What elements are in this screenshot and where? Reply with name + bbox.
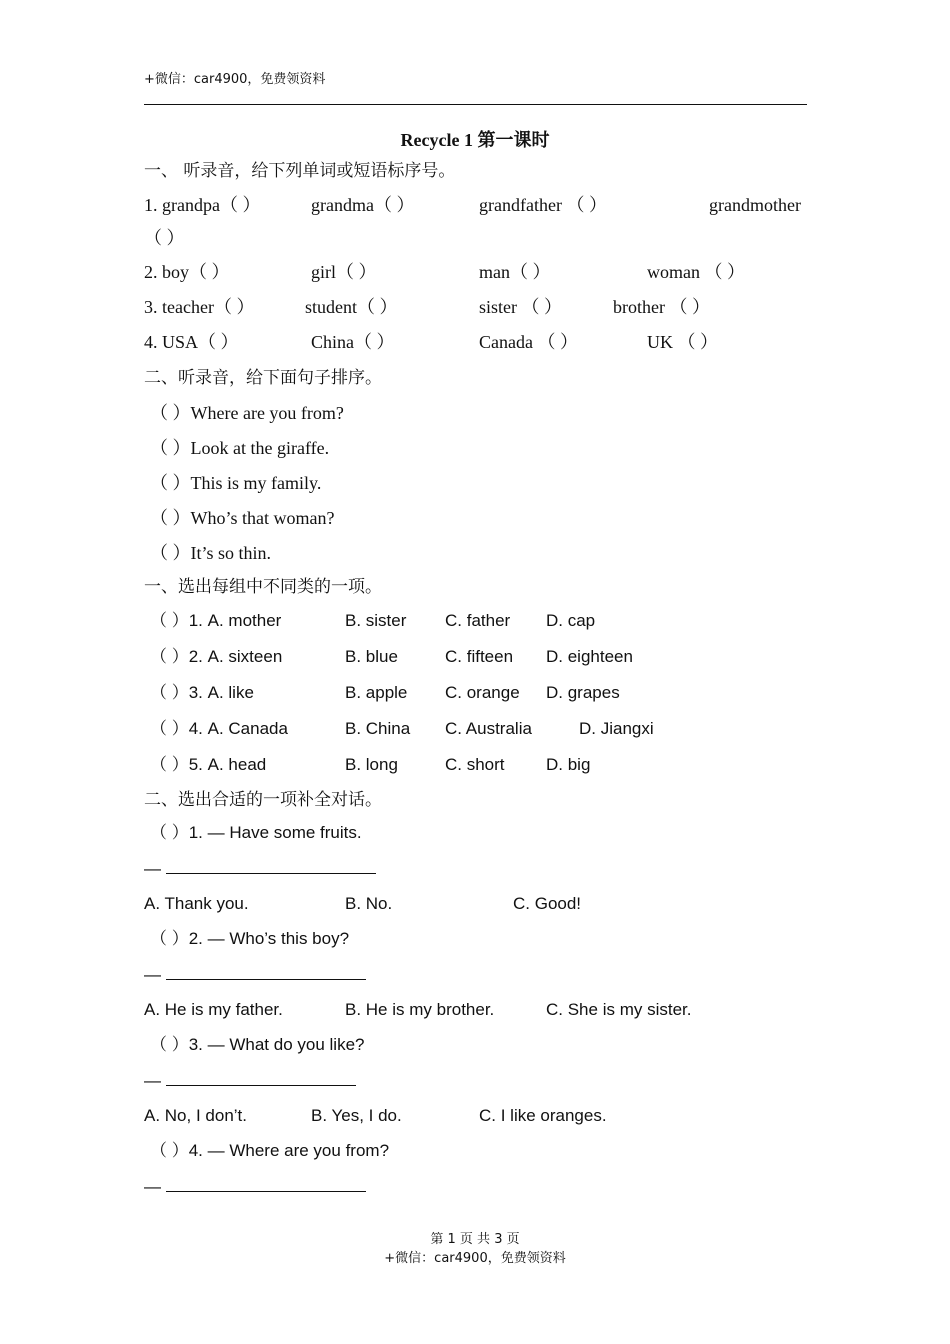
dialog-answer-line (144, 964, 366, 986)
listen2-item: （ ）Who’s that woman? (150, 508, 335, 528)
dialog-answer-line (144, 1176, 366, 1198)
dialog-answer-line (144, 858, 376, 880)
odd-q2: （ ）2. A. sixteen (150, 647, 283, 666)
option-a: A. He is my father. (144, 1000, 283, 1019)
odd-q4-d: D. Jiangxi (579, 719, 654, 738)
option-b: B. Yes, I do. (311, 1106, 402, 1125)
odd-heading: 一、选出每组中不同类的一项。 (144, 577, 382, 597)
word-china: China（ ） (311, 332, 395, 352)
word-brother: brother （ ） (613, 297, 710, 317)
dialog-answer-line (144, 1070, 356, 1092)
listen2-item: （ ）It’s so thin. (150, 543, 272, 563)
odd-q2-d: D. eighteen (546, 647, 633, 666)
word-canada: Canada （ ） (479, 332, 578, 352)
option-b: B. No. (345, 894, 393, 913)
header-rule (144, 104, 807, 105)
odd-q4-c: C. Australia (445, 719, 532, 738)
odd-q3-b: B. apple (345, 683, 408, 702)
option-a: A. Thank you. (144, 894, 249, 913)
option-c: C. Good! (513, 894, 582, 913)
word-woman: woman （ ） (647, 262, 745, 282)
listen2-heading: 二、听录音，给下面句子排序。 (144, 368, 382, 388)
odd-q4-b: B. China (345, 719, 411, 738)
word-grandmother: grandmother (709, 195, 801, 215)
page-title: Recycle 1 第一课时 (400, 130, 550, 150)
word-student: student（ ） (305, 297, 398, 317)
dialog-q4: （ ）4. — Where are you from? (150, 1141, 390, 1160)
odd-q1-c: C. father (445, 611, 511, 630)
dialog-q2: （ ）2. — Who’s this boy? (150, 929, 350, 948)
answer-blank (166, 859, 376, 874)
word-girl: girl（ ） (311, 262, 377, 282)
dash: — (144, 1177, 161, 1196)
page-number: 第 1 页 共 3 页 (430, 1232, 520, 1247)
answer-blank (166, 1177, 366, 1192)
word-grandfather: grandfather （ ） (479, 195, 607, 215)
dash: — (144, 859, 161, 878)
header-note: +微信：car4900，免费领资料 (144, 72, 326, 87)
option-a: A. No, I don’t. (144, 1106, 247, 1125)
word-grandpa: 1. grandpa（ ） (144, 195, 261, 215)
odd-q3: （ ）3. A. like (150, 683, 254, 702)
word-boy: 2. boy（ ） (144, 262, 230, 282)
answer-blank (166, 965, 366, 980)
odd-q5-d: D. big (546, 755, 591, 774)
listen2-item: （ ）Where are you from? (150, 403, 344, 423)
word-man: man（ ） (479, 262, 551, 282)
word-uk: UK （ ） (647, 332, 718, 352)
footer-note: +微信：car4900，免费领资料 (384, 1251, 566, 1266)
odd-q5-b: B. long (345, 755, 398, 774)
listen2-item: （ ）This is my family. (150, 473, 322, 493)
odd-q2-c: C. fifteen (445, 647, 514, 666)
odd-q1-d: D. cap (546, 611, 596, 630)
listen1-heading: 一、 听录音，给下列单词或短语标序号。 (144, 161, 456, 181)
word-grandma: grandma（ ） (311, 195, 415, 215)
odd-q1-b: B. sister (345, 611, 407, 630)
dash: — (144, 965, 161, 984)
word-teacher: 3. teacher（ ） (144, 297, 255, 317)
listen2-item: （ ）Look at the giraffe. (150, 438, 330, 458)
word-sister: sister （ ） (479, 297, 562, 317)
odd-q3-c: C. orange (445, 683, 520, 702)
word-grandmother-blank: （ ） (144, 228, 185, 248)
dialog-heading: 二、选出合适的一项补全对话。 (144, 790, 382, 810)
odd-q4: （ ）4. A. Canada (150, 719, 288, 738)
dialog-q3: （ ）3. — What do you like? (150, 1035, 365, 1054)
odd-q3-d: D. grapes (546, 683, 620, 702)
answer-blank (166, 1071, 356, 1086)
word-usa: 4. USA（ ） (144, 332, 239, 352)
option-c: C. I like oranges. (479, 1106, 607, 1125)
odd-q2-b: B. blue (345, 647, 398, 666)
dialog-q1: （ ）1. — Have some fruits. (150, 823, 362, 842)
odd-q1: （ ）1. A. mother (150, 611, 282, 630)
option-c: C. She is my sister. (546, 1000, 692, 1019)
dash: — (144, 1071, 161, 1090)
option-b: B. He is my brother. (345, 1000, 495, 1019)
odd-q5: （ ）5. A. head (150, 755, 267, 774)
odd-q5-c: C. short (445, 755, 505, 774)
